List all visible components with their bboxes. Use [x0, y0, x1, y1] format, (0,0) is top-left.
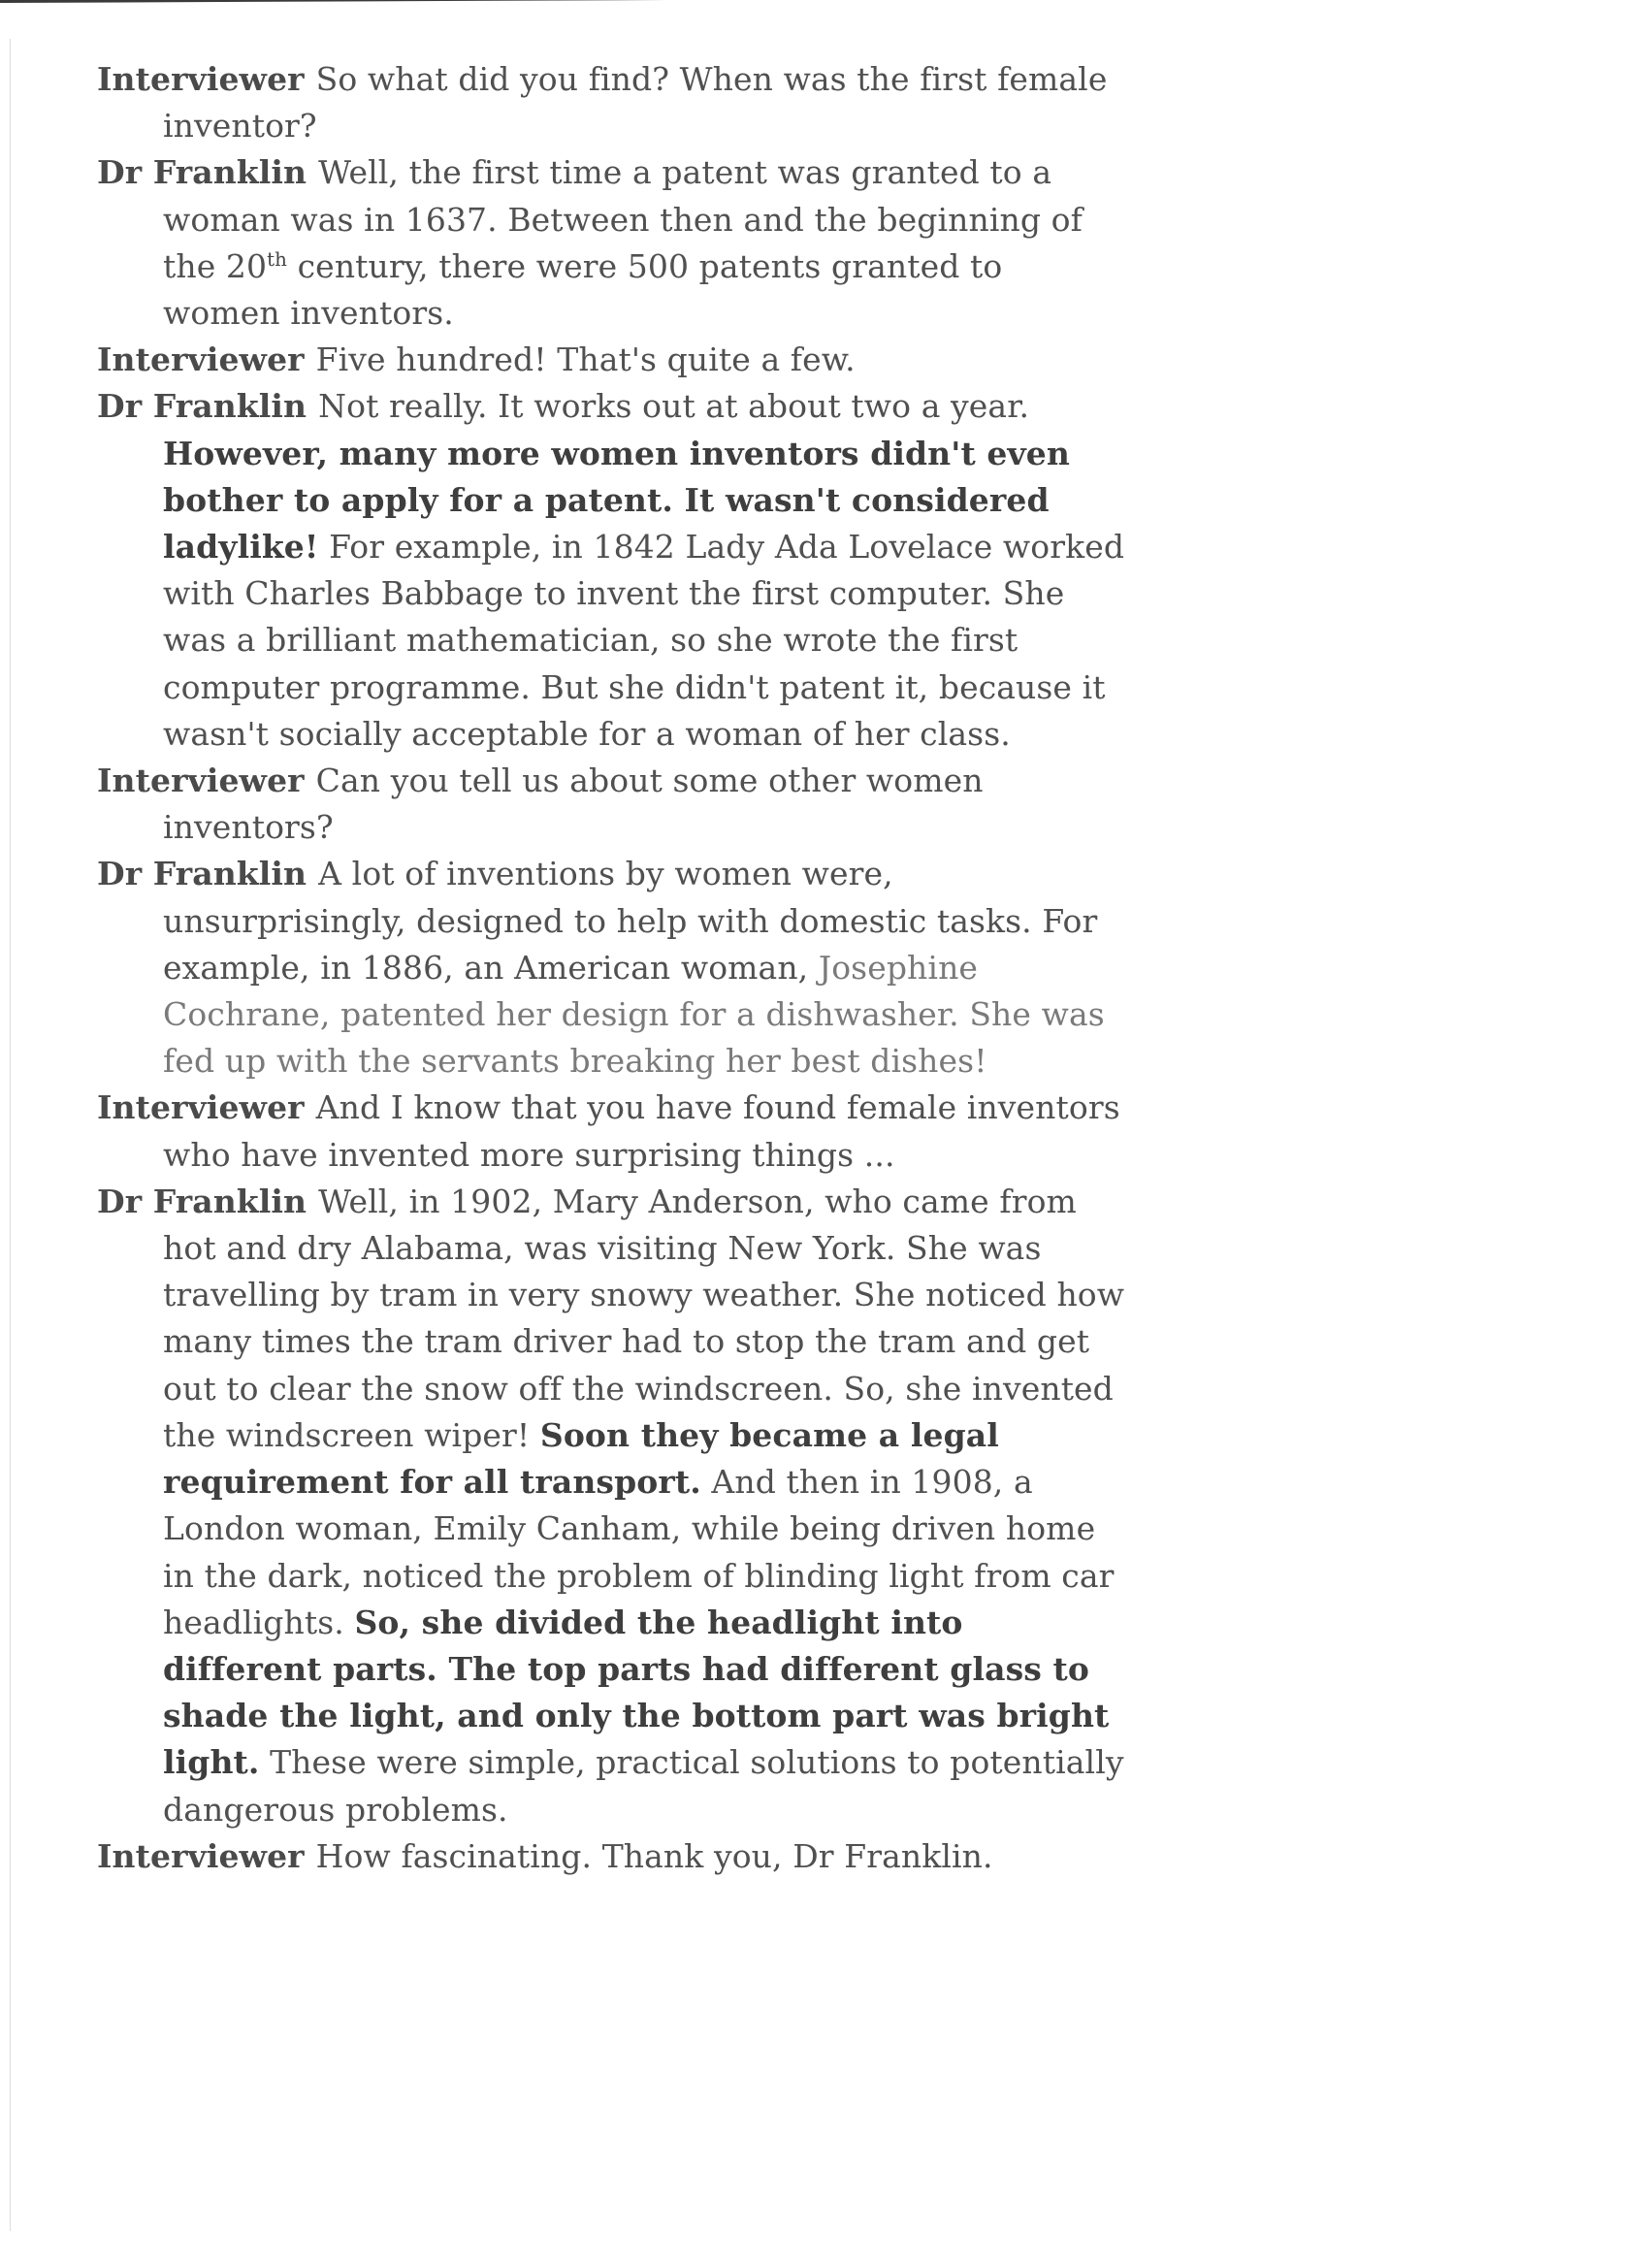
speaker-name: Dr Franklin	[97, 153, 307, 192]
speech-text: And then in 1908, a London woman, Emily Canham, while being driven home in the dark, noticed the problem of blinding light from car headlights.	[163, 1463, 1115, 1641]
speech-text: Can you tell us about some other women inventors?	[163, 761, 984, 847]
speech-text: Well, the first time a patent was granted to a woman was in 1637. Between then and the beginning of the 20	[163, 153, 1083, 285]
transcript-turn	[97, 337, 1125, 383]
speaker-name: Dr Franklin	[97, 855, 307, 893]
speaker-name: Interviewer	[97, 1836, 305, 1875]
transcript-turn	[97, 1085, 1125, 1178]
transcript-turn	[97, 1833, 1125, 1880]
speaker-name: Interviewer	[97, 60, 305, 98]
transcript-turn	[97, 851, 1125, 1085]
interview-transcript	[97, 56, 1125, 1880]
transcript-turn	[97, 149, 1125, 337]
speech-text: Five hundred! That's quite a few.	[315, 340, 856, 379]
speech-text: And I know that you have found female inventors who have invented more surprising things ...	[163, 1088, 1120, 1174]
speaker-name: Interviewer	[97, 761, 305, 800]
speech-text: Well, in 1902, Mary Anderson, who came from hot and dry Alabama, was visiting New York. She was travelling by tram in very snowy weather. She noticed how many times the tram driver had to stop the tram and get out to clear the snow off the windscreen. So, she invented the windscreen wiper!	[163, 1182, 1125, 1454]
superscript-text: th	[267, 247, 288, 271]
transcript-turn	[97, 1179, 1125, 1833]
speech-text: Soon they became a legal requirement for all transport.	[163, 1415, 999, 1502]
speech-text: century, there were 500 patents granted to women inventors.	[163, 246, 1003, 333]
speech-text: For example, in 1842 Lady Ada Lovelace worked with Charles Babbage to invent the first computer. She was a brilliant mathematician, so she wrote the first computer programme. But she didn't patent it, because it wasn't socially acceptable for a woman of her class.	[163, 528, 1125, 753]
transcript-turn	[97, 758, 1125, 851]
speech-text: How fascinating. Thank you, Dr Franklin.	[315, 1836, 993, 1875]
speech-text: However, many more women inventors didn't even bother to apply for a patent. It wasn't considered ladylike!	[163, 434, 1070, 567]
transcript-turn	[97, 383, 1125, 758]
scan-edge-left	[10, 39, 11, 2231]
speaker-name: Interviewer	[97, 340, 305, 379]
speaker-name: Dr Franklin	[97, 387, 307, 426]
speech-text: A lot of inventions by women were, unsurprisingly, designed to help with domestic tasks. For example, in 1886, an American woman,	[163, 855, 1098, 987]
speech-text: Not really. It works out at about two a year.	[318, 387, 1030, 426]
speech-text: Josephine Cochrane, patented her design for a dishwasher. She was fed up with the servants breaking her best dishes!	[163, 948, 1105, 1081]
speech-text: So, she divided the headlight into different parts. The top parts had different glass to shade the light, and only the bottom part was bright light.	[163, 1603, 1110, 1782]
speech-text: So what did you find? When was the first female inventor?	[163, 60, 1108, 146]
transcript-turn	[97, 56, 1125, 149]
speaker-name: Dr Franklin	[97, 1182, 307, 1220]
scan-edge-top	[0, 0, 873, 3]
speech-text: These were simple, practical solutions to potentially dangerous problems.	[163, 1743, 1124, 1829]
speaker-name: Interviewer	[97, 1088, 305, 1127]
